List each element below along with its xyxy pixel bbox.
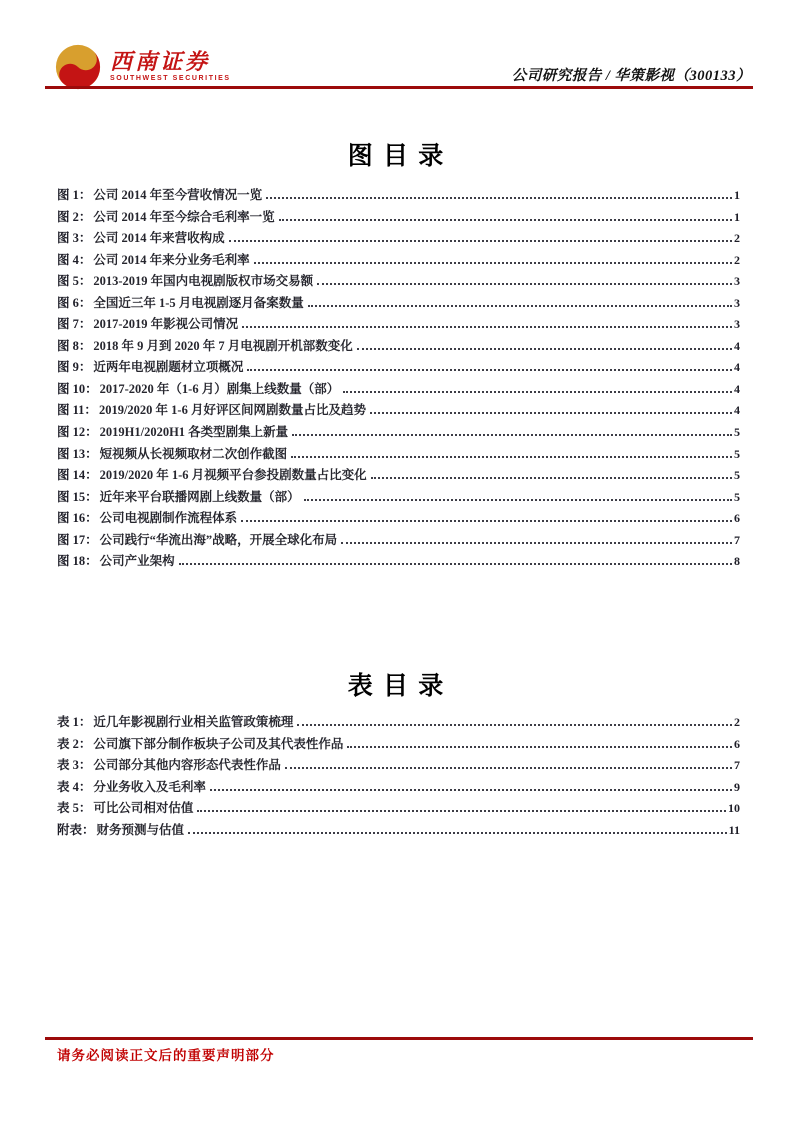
toc-entry-link[interactable] bbox=[57, 487, 740, 509]
toc-entry-page-number: 2 bbox=[734, 715, 740, 729]
toc-entry-page-number: 1 bbox=[734, 188, 740, 202]
toc-entry-label: 图 17： bbox=[57, 532, 98, 547]
toc-entry-link[interactable] bbox=[57, 250, 740, 272]
toc-entry-title: 可比公司相对估值 bbox=[93, 801, 194, 816]
brand-name-en: SOUTHWEST SECURITIES bbox=[110, 75, 231, 82]
toc-entry-page-number: 8 bbox=[734, 554, 740, 569]
toc-entry-title: 近年来平台联播网剧上线数量（部） bbox=[99, 489, 300, 504]
toc-entry-title: 2018 年 9 月到 2020 年 7 月电视剧开机部数变化 bbox=[93, 338, 353, 353]
toc-entry-label: 表 1： bbox=[57, 715, 92, 729]
dotted-leader bbox=[347, 746, 732, 748]
toc-entry-link[interactable] bbox=[57, 293, 740, 315]
toc-entry-label: 图 18： bbox=[57, 554, 98, 569]
toc-entry-link[interactable] bbox=[57, 271, 740, 293]
toc-entry-link[interactable] bbox=[57, 400, 740, 422]
toc-entry-label: 图 1： bbox=[57, 188, 92, 202]
toc-entry-link[interactable] bbox=[57, 314, 740, 336]
toc-entry-link[interactable] bbox=[57, 712, 740, 734]
toc-entry-page-number: 2 bbox=[734, 231, 740, 246]
toc-entry-title: 财务预测与估值 bbox=[96, 822, 185, 837]
toc-entry-link[interactable] bbox=[57, 228, 740, 250]
toc-entry-link[interactable] bbox=[57, 551, 740, 573]
toc-entry-link[interactable] bbox=[57, 379, 740, 401]
dotted-leader bbox=[308, 305, 732, 307]
toc-entry-title: 公司电视剧制作流程体系 bbox=[99, 511, 238, 526]
dotted-leader bbox=[247, 369, 732, 371]
dotted-leader bbox=[279, 219, 732, 221]
dotted-leader bbox=[241, 520, 732, 522]
toc-entry-title: 公司 2014 年至今综合毛利率一览 bbox=[93, 209, 275, 224]
toc-entry-page-number: 7 bbox=[734, 532, 740, 547]
dotted-leader bbox=[297, 724, 732, 726]
toc-entry-label: 图 12： bbox=[57, 425, 98, 440]
toc-entry-title: 2017-2020 年（1-6 月）剧集上线数量（部） bbox=[99, 381, 340, 396]
toc-entry-page-number: 5 bbox=[734, 425, 740, 440]
toc-entry-title: 全国近三年 1-5 月电视剧逐月备案数量 bbox=[93, 295, 304, 310]
logo-swirl-icon bbox=[55, 44, 101, 90]
toc-entry-page-number: 11 bbox=[728, 822, 740, 837]
toc-entry-link[interactable] bbox=[57, 465, 740, 487]
toc-entry-label: 表 4： bbox=[57, 779, 92, 794]
toc-entry-page-number: 6 bbox=[734, 511, 740, 526]
dotted-leader bbox=[304, 499, 732, 501]
toc-entry-page-number: 4 bbox=[734, 338, 740, 353]
dotted-leader bbox=[197, 810, 726, 812]
figure-toc-heading: 图 目 录 bbox=[347, 143, 446, 170]
toc-entry-label: 图 6： bbox=[57, 295, 92, 310]
toc-entry-link[interactable] bbox=[57, 444, 740, 466]
toc-entry-title: 公司 2014 年来分业务毛利率 bbox=[93, 252, 250, 267]
toc-entry-page-number: 3 bbox=[734, 274, 740, 289]
toc-entry-link[interactable] bbox=[57, 357, 740, 379]
toc-entry-label: 图 3： bbox=[57, 231, 92, 246]
dotted-leader bbox=[229, 240, 732, 242]
toc-entry-label: 表 3： bbox=[57, 758, 92, 773]
dotted-leader bbox=[210, 789, 732, 791]
toc-entry-title: 近几年影视剧行业相关监管政策梳理 bbox=[93, 715, 294, 729]
toc-entry-page-number: 10 bbox=[728, 801, 740, 816]
toc-entry-page-number: 4 bbox=[734, 403, 740, 418]
header-divider bbox=[45, 86, 753, 89]
dotted-leader bbox=[285, 767, 732, 769]
toc-entry-title: 公司 2014 年至今营收情况一览 bbox=[93, 188, 263, 202]
toc-entry-page-number: 3 bbox=[734, 295, 740, 310]
toc-entry-label: 图 15： bbox=[57, 489, 98, 504]
toc-entry-link[interactable] bbox=[57, 336, 740, 358]
dotted-leader bbox=[291, 456, 732, 458]
toc-entry-label: 图 8： bbox=[57, 338, 92, 353]
toc-entry-label: 图 14： bbox=[57, 468, 98, 483]
toc-entry-label: 表 5： bbox=[57, 801, 92, 816]
dotted-leader bbox=[371, 477, 732, 479]
dotted-leader bbox=[370, 412, 732, 414]
toc-entry-link[interactable] bbox=[57, 777, 740, 799]
toc-entry-title: 公司 2014 年来营收构成 bbox=[93, 231, 225, 246]
toc-entry-label: 图 5： bbox=[57, 274, 92, 289]
toc-entry-title: 公司旗下部分制作板块子公司及其代表性作品 bbox=[93, 736, 344, 751]
table-toc-heading: 表 目 录 bbox=[347, 673, 446, 700]
toc-entry-page-number: 9 bbox=[734, 779, 740, 794]
toc-entry-page-number: 3 bbox=[734, 317, 740, 332]
toc-entry-page-number: 1 bbox=[734, 209, 740, 224]
toc-entry-link[interactable] bbox=[57, 820, 740, 842]
toc-entry-label: 图 10： bbox=[57, 381, 98, 396]
toc-entry-page-number: 5 bbox=[734, 468, 740, 483]
dotted-leader bbox=[343, 391, 732, 393]
dotted-leader bbox=[266, 197, 732, 199]
toc-entry-label: 表 2： bbox=[57, 736, 92, 751]
table-toc-list bbox=[57, 712, 740, 841]
dotted-leader bbox=[188, 832, 727, 834]
toc-entry-title: 2017-2019 年影视公司情况 bbox=[93, 317, 239, 332]
toc-entry-label: 图 4： bbox=[57, 252, 92, 267]
report-title-label: 公司研究报告 / 华策影视（300133） bbox=[511, 68, 751, 84]
company-logo bbox=[55, 44, 231, 90]
toc-entry-link[interactable] bbox=[57, 755, 740, 777]
toc-entry-link[interactable] bbox=[57, 798, 740, 820]
toc-entry-title: 2013-2019 年国内电视剧版权市场交易额 bbox=[93, 274, 314, 289]
toc-entry-page-number: 5 bbox=[734, 489, 740, 504]
toc-entry-label: 图 16： bbox=[57, 511, 98, 526]
dotted-leader bbox=[292, 434, 732, 436]
toc-entry-title: 2019/2020 年 1-6 月好评区间网剧数量占比及趋势 bbox=[98, 403, 366, 418]
toc-entry-label: 图 13： bbox=[57, 446, 98, 461]
footer-disclaimer: 请务必阅读正文后的重要声明部分 bbox=[57, 1048, 275, 1063]
toc-entry-title: 分业务收入及毛利率 bbox=[93, 779, 206, 794]
toc-entry-title: 公司产业架构 bbox=[99, 554, 175, 569]
page-header bbox=[45, 44, 753, 90]
toc-entry-page-number: 5 bbox=[734, 446, 740, 461]
toc-entry-label: 附表： bbox=[57, 822, 95, 837]
footer-divider bbox=[45, 1037, 753, 1040]
toc-entry-title: 公司部分其他内容形态代表性作品 bbox=[93, 758, 281, 773]
toc-entry-label: 图 2： bbox=[57, 209, 92, 224]
toc-entry-link[interactable] bbox=[57, 185, 740, 207]
toc-entry-link[interactable] bbox=[57, 508, 740, 530]
figure-toc-list bbox=[57, 185, 740, 573]
dotted-leader bbox=[254, 262, 732, 264]
toc-entry-label: 图 9： bbox=[57, 360, 92, 375]
dotted-leader bbox=[357, 348, 732, 350]
toc-entry-title: 2019/2020 年 1-6 月视频平台参投剧数量占比变化 bbox=[99, 468, 367, 483]
toc-entry-link[interactable] bbox=[57, 530, 740, 552]
toc-entry-label: 图 7： bbox=[57, 317, 92, 332]
toc-entry-page-number: 2 bbox=[734, 252, 740, 267]
toc-entry-link[interactable] bbox=[57, 734, 740, 756]
dotted-leader bbox=[179, 563, 732, 565]
toc-entry-title: 短视频从长视频取材二次创作截图 bbox=[99, 446, 288, 461]
toc-entry-title: 公司践行“华流出海”战略，开展全球化布局 bbox=[99, 532, 338, 547]
brand-name-cn: 西南证券 bbox=[110, 49, 211, 74]
dotted-leader bbox=[242, 326, 732, 328]
toc-entry-link[interactable] bbox=[57, 207, 740, 229]
toc-entry-title: 2019H1/2020H1 各类型剧集上新量 bbox=[99, 425, 289, 440]
toc-entry-title: 近两年电视剧题材立项概况 bbox=[93, 360, 244, 375]
brand-text bbox=[110, 50, 231, 84]
toc-entry-label: 图 11： bbox=[57, 403, 97, 418]
dotted-leader bbox=[341, 542, 732, 544]
dotted-leader bbox=[317, 283, 732, 285]
toc-entry-page-number: 4 bbox=[734, 360, 740, 375]
toc-entry-link[interactable] bbox=[57, 422, 740, 444]
toc-entry-page-number: 4 bbox=[734, 381, 740, 396]
toc-entry-page-number: 7 bbox=[734, 758, 740, 773]
toc-entry-page-number: 6 bbox=[734, 736, 740, 751]
